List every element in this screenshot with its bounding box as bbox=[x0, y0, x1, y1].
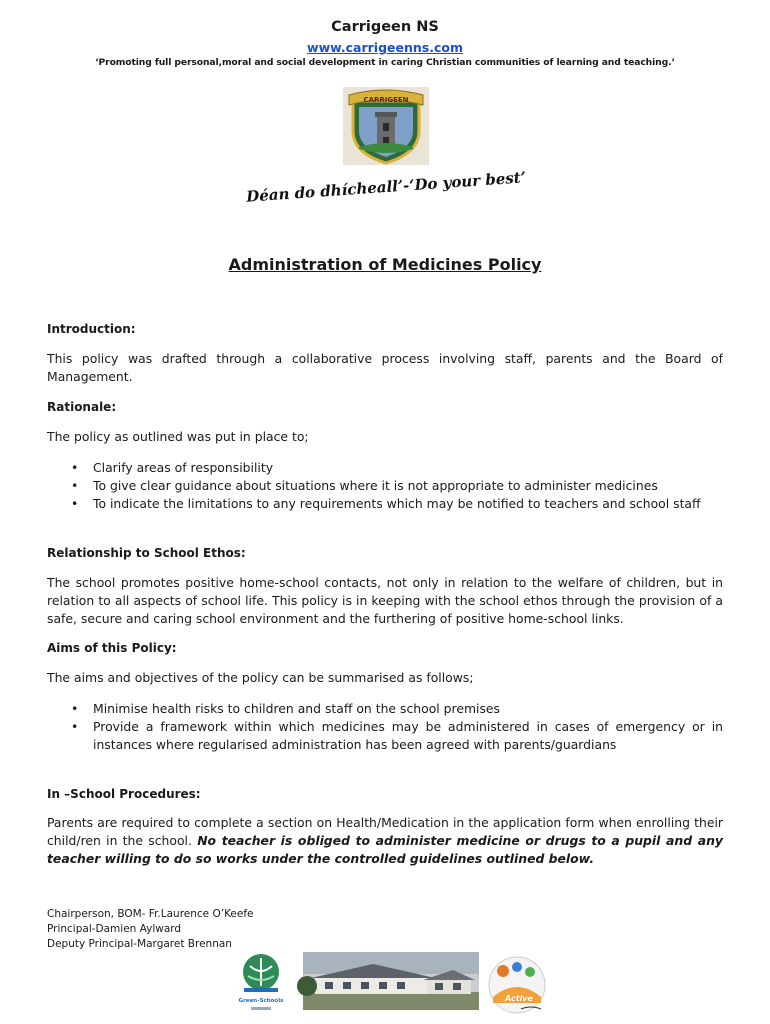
footer-line: Chairperson, BOM- Fr.Laurence O’Keefe bbox=[47, 908, 254, 920]
rationale-list bbox=[47, 459, 723, 513]
rationale-lead: The policy as outlined was put in place to; bbox=[47, 429, 309, 444]
footer-line: Deputy Principal-Margaret Brennan bbox=[47, 938, 232, 950]
heading-procedures: In –School Procedures: bbox=[47, 787, 201, 801]
svg-text:Green-Schools: Green-Schools bbox=[238, 998, 284, 1004]
svg-text:Déan do dhícheall’-‘Do your be: Déan do dhícheall’-‘Do your best’ bbox=[245, 168, 527, 206]
procedures-text: Parents are required to complete a section on Health/Medication in the application form when enrolling their child/ren in the school. No teacher is obliged to administer medicine or drugs to a pupil and any teacher willing to do so works under the controlled guidelines outlined below. bbox=[47, 815, 723, 866]
introduction-text: This policy was drafted through a collaborative process involving staff, parents and the Board of Management. bbox=[47, 351, 723, 384]
heading-ethos: Relationship to School Ethos: bbox=[47, 546, 246, 560]
list-item: • Minimise health risks to children and staff on the school premises bbox=[47, 700, 723, 718]
list-item: • To indicate the limitations to any requirements which may be notified to teachers and school staff bbox=[47, 495, 723, 513]
active-school-logo bbox=[483, 955, 551, 1017]
heading-aims: Aims of this Policy: bbox=[47, 641, 177, 655]
website-link[interactable]: www.carrigeenns.com bbox=[307, 40, 463, 55]
aims-list bbox=[47, 700, 723, 754]
school-crest-logo bbox=[343, 87, 429, 165]
footer-staff bbox=[47, 907, 254, 952]
svg-text:Active: Active bbox=[505, 994, 533, 1003]
list-item: • To give clear guidance about situations where it is not appropriate to administer medicines bbox=[47, 477, 723, 495]
ethos-text: The school promotes positive home-school contacts, not only in relation to the welfare of children, but in relation to all aspects of school life. This policy is in keeping with the school ethos through the provision of a safe, secure and caring school environment and the furthering of positive home-school links. bbox=[47, 575, 723, 626]
procedures-emphasis: No teacher is obliged to administer medicine or drugs to a pupil and any teacher willing to do so works under the controlled guidelines outlined below. bbox=[47, 833, 723, 866]
school-motto bbox=[245, 166, 527, 206]
green-schools-logo bbox=[236, 950, 286, 1018]
heading-introduction: Introduction: bbox=[47, 322, 136, 336]
document-title: Administration of Medicines Policy bbox=[228, 255, 542, 274]
footer-line: Principal-Damien Aylward bbox=[47, 923, 182, 935]
list-item: • Clarify areas of responsibility bbox=[47, 459, 723, 477]
aims-lead: The aims and objectives of the policy can be summarised as follows; bbox=[47, 670, 474, 685]
crest-banner-text: CARRIGEEN bbox=[363, 96, 409, 104]
heading-rationale: Rationale: bbox=[47, 400, 117, 414]
school-building-photo bbox=[303, 952, 479, 1010]
school-tagline: ‘Promoting full personal,moral and social development in caring Christian communities of learning and teaching.’ bbox=[95, 57, 675, 68]
list-item: • Provide a framework within which medicines may be administered in cases of emergency or in instances where regularised administration has been agreed with parents/guardians bbox=[47, 718, 723, 754]
school-name: Carrigeen NS bbox=[331, 19, 439, 35]
